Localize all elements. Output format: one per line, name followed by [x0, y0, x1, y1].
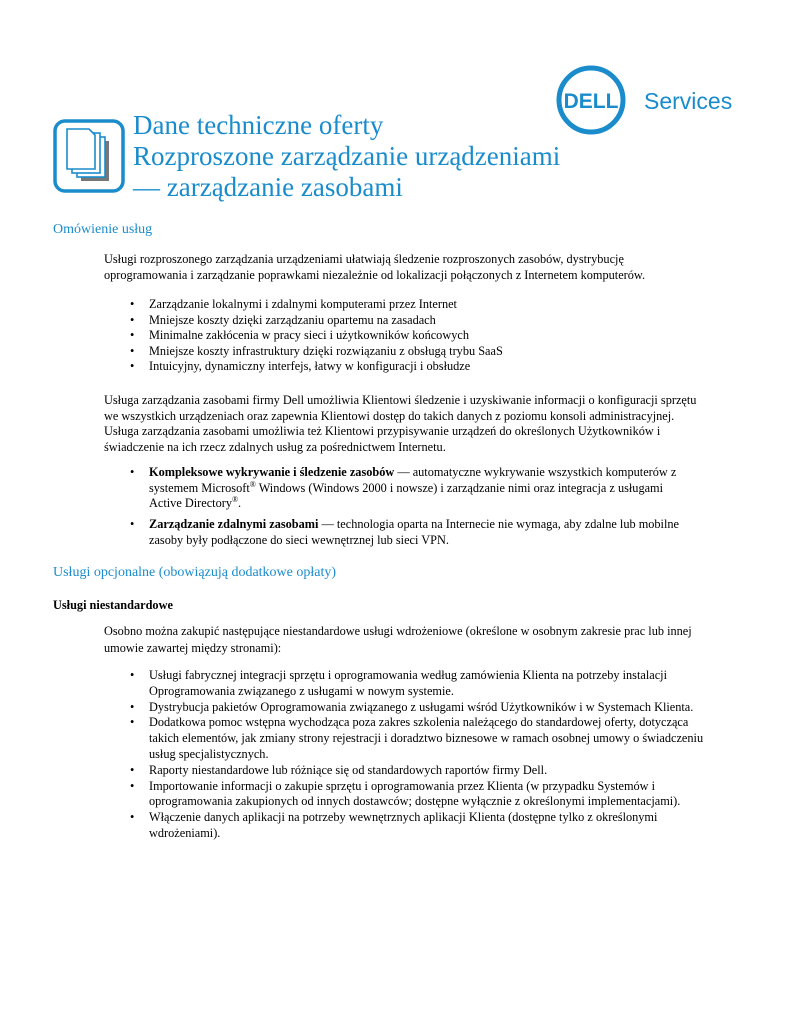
feature-list-2	[130, 517, 695, 548]
custom-services-intro: Osobno można zakupić następujące niestandardowe usługi wdrożeniowe (określone w osobnym zakresie prac lub innej umowie zawartej między stronami):	[104, 624, 692, 655]
logo-brand-text: DELL	[563, 90, 619, 113]
custom-services-subheading: Usługi niestandardowe	[53, 598, 173, 612]
list-item: • Mniejsze koszty infrastruktury dzięki rozwiązaniu z obsługą trybu SaaS	[130, 344, 690, 360]
logo-suffix-text: Services	[644, 88, 733, 114]
list-item: • Raporty niestandardowe lub różniące się od standardowych raportów firmy Dell.	[130, 763, 705, 779]
title-line-1: Dane techniczne oferty	[133, 110, 384, 140]
feature-list-1	[130, 465, 695, 512]
custom-services-list	[130, 668, 705, 842]
list-item: • Intuicyjny, dynamiczny interfejs, łatwy w konfiguracji i obsłudze	[130, 359, 690, 375]
title-line-3: — zarządzanie zasobami	[133, 172, 403, 202]
list-item: • Usługi fabrycznej integracji sprzętu i oprogramowania według zamówienia Klienta na potrzeby instalacji Oprogramowania związanego z usługami w nowym systemie.	[130, 668, 705, 700]
list-item: • Zarządzanie lokalnymi i zdalnymi komputerami przez Internet	[130, 297, 690, 313]
asset-management-description: Usługa zarządzania zasobami firmy Dell umożliwia Klientowi śledzenie i uzyskiwanie informacji o konfiguracji sprzętu we wszystkich urządzeniach oraz zapewnia Klientowi dostęp do takich danych z poziomu konsoli administracyjnej. Usługa zarządzania zasobami umożliwia też Klientowi przypisywanie urządzeń do określonych Użytkowników i świadczenie na ich rzecz zdalnych usług za pośrednictwem Internetu.	[104, 393, 697, 454]
list-item: • Dodatkowa pomoc wstępna wychodząca poza zakres szkolenia należącego do standardowej oferty, dotycząca takich elementów, jak zmiany strony rejestracji i doradztwo biznesowe w ramach osobnej umowy o świadczeniu usług specjalistycznych.	[130, 715, 705, 762]
list-item: • Włączenie danych aplikacji na potrzeby wewnętrznych aplikacji Klienta (dostępne tylko z określonymi wdrożeniami).	[130, 810, 705, 842]
feature-discovery-text-b: Windows (Windows 2000 i nowsze) i zarządzanie nimi oraz integracja z usługami Active Directory	[149, 480, 664, 510]
list-item: • Minimalne zakłócenia w pracy sieci i użytkowników końcowych	[130, 328, 690, 344]
document-title	[133, 110, 693, 203]
list-item: • Mniejsze koszty dzięki zarządzaniu opartemu na zasadach	[130, 313, 690, 329]
benefits-list	[130, 297, 690, 375]
title-line-2: Rozproszone zarządzanie urządzeniami	[133, 141, 561, 171]
feature-remote-text: — technologia oparta na Internecie nie wymaga, aby zdalne lub mobilne zasoby były podłączone do sieci wewnętrznej lub sieci VPN.	[149, 517, 679, 547]
feature-discovery	[130, 465, 695, 512]
overview-intro: Usługi rozproszonego zarządzania urządzeniami ułatwiają śledzenie rozproszonych zasobów, dystrybucję oprogramowania i zarządzanie poprawkami niezależnie od lokalizacji połączonych z Internetem komputerów.	[104, 252, 646, 282]
documents-icon	[53, 119, 125, 193]
registered-mark: ®	[231, 494, 239, 504]
section-overview-heading: Omówienie usług	[53, 222, 153, 237]
section-optional-heading: Usługi opcjonalne (obowiązują dodatkowe opłaty)	[53, 565, 337, 580]
registered-mark: ®	[249, 479, 256, 489]
feature-remote-title: Zarządzanie zdalnymi zasobami	[149, 517, 319, 531]
feature-discovery-text-c: .	[238, 496, 242, 510]
feature-discovery-title: Kompleksowe wykrywanie i śledzenie zasobów	[149, 465, 395, 479]
feature-remote	[130, 517, 695, 548]
list-item: • Dystrybucja pakietów Oprogramowania związanego z usługami wśród Użytkowników i w Systemach Klienta.	[130, 700, 705, 716]
feature-discovery-text-a: — automatyczne wykrywanie wszystkich komputerów z systemem Microsoft	[149, 465, 677, 495]
list-item: • Importowanie informacji o zakupie sprzętu i oprogramowania przez Klienta (w przypadku Systemów i oprogramowania zakupionych od innych dostawców; dostępne wyłącznie z określonymi implementacjami).	[130, 779, 705, 811]
